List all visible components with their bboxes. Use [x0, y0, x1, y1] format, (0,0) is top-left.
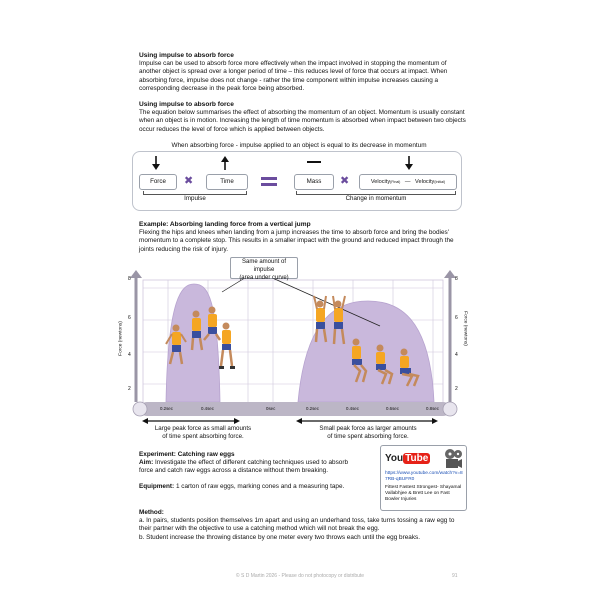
method-heading: Method: — [139, 509, 164, 516]
method-step-a: a. In pairs, students position themselves 1m apart and using an underhand toss, take turns tossing a raw egg to their partner with the objective to use a catching method which will not break the egg. — [139, 517, 455, 533]
y-tick-left: 2 — [128, 386, 131, 392]
section-method — [139, 509, 465, 542]
arrow-down-icon — [151, 155, 161, 171]
footer-copyright: © S D Martin 2026 - Please do not photocopy or distribute — [235, 573, 365, 579]
right-caption — [308, 425, 428, 441]
y-axis-title-right: Force (newtons) — [462, 311, 468, 346]
section-experiment — [139, 451, 361, 491]
multiply-icon: ✖ — [340, 175, 350, 187]
video-link[interactable]: https://www.youtube.com/watch?v=87RB-qBUFR0 — [385, 471, 463, 482]
film-reel-icon — [443, 448, 463, 470]
section-impulse-equation-intro — [139, 101, 467, 134]
impulse-graph — [118, 256, 468, 446]
right-caption-line-2: of time spent absorbing force. — [327, 433, 409, 440]
youtube-logo-tube: Tube — [405, 453, 429, 464]
x-tick: 0.8sec — [426, 406, 439, 411]
video-title: Fittest Fastest Strongest- Shayamal Vallabhjee & Brett Lee on Fast Bowler Injuries — [385, 485, 462, 502]
x-tick: 0sec — [266, 406, 276, 411]
multiply-icon: ✖ — [184, 175, 194, 187]
y-tick-left: 6 — [128, 315, 131, 321]
section-body: The equation below summarises the effect of absorbing the momentum of an object. Momentum is usually constant when an object is in motion. Increasing the length of time momentum is absorbed when impact between two objects occur reduces the level of force which is applied between objects. — [139, 109, 466, 133]
x-tick: 0.4sec — [201, 406, 214, 411]
equation-box — [132, 151, 462, 211]
section-body: Impulse can be used to absorb force more effectively when the impact involved in stopping the momentum of another object is spread over a longer period of time – this reduces level of force that occurs at impact. When absorbing force, impulse does not change - rather the time component within impulse increases causing a corresponding decrease in the peak force being absorbed. — [139, 60, 448, 92]
equals-icon — [261, 175, 277, 187]
y-tick-right: 8 — [455, 276, 458, 282]
impulse-label: Impulse — [184, 195, 206, 202]
section-heading: Example: Absorbing landing force from a vertical jump — [139, 221, 311, 228]
experiment-heading: Experiment: Catching raw eggs — [139, 451, 235, 458]
left-caption — [148, 425, 258, 441]
impulse-callout — [230, 257, 298, 279]
equipment-label: Equipment: — [139, 482, 175, 490]
y-tick-right: 4 — [455, 352, 458, 358]
x-tick: 0.2sec — [306, 406, 319, 411]
axis-end-left — [133, 402, 147, 416]
y-axis-left-arrow-icon — [130, 270, 142, 278]
callout-line-2: (area under curve) — [239, 275, 289, 281]
axis-end-right — [443, 402, 457, 416]
velocity-change-label — [359, 174, 457, 190]
y-tick-left: 8 — [128, 276, 131, 282]
youtube-logo — [385, 450, 429, 468]
y-axis-title-left: Force (newtons) — [118, 321, 124, 356]
momentum-label: Change in momentum — [345, 195, 407, 202]
arrow-right-icon — [234, 418, 240, 424]
y-tick-right: 6 — [455, 315, 458, 321]
x-tick: 0.6sec — [386, 406, 399, 411]
section-heading: Using impulse to absorb force — [139, 101, 234, 108]
right-caption-line-1: Small peak force as larger amounts — [319, 425, 417, 432]
velocity-final: Velocity — [370, 179, 391, 185]
section-heading: Using impulse to absorb force — [139, 52, 234, 59]
time-axis-bar — [140, 402, 450, 416]
youtube-logo-you: You — [385, 453, 404, 464]
initial-subscript: (Initial) — [434, 180, 446, 184]
arrow-left-icon — [296, 418, 302, 424]
aim-label: Aim: — [139, 459, 154, 467]
experiment-aim — [139, 459, 361, 475]
left-caption-line-1: Large peak force as small amounts — [154, 425, 252, 432]
left-caption-line-2: of time spent absorbing force. — [162, 433, 244, 440]
section-example — [139, 221, 467, 254]
arrow-down-icon — [404, 155, 414, 171]
y-tick-right: 2 — [455, 386, 458, 392]
section-impulse-intro — [139, 52, 467, 93]
force-label: Force — [139, 174, 177, 190]
final-subscript: (Final) — [390, 180, 401, 184]
youtube-card[interactable] — [380, 445, 467, 511]
equipment-text: 1 carton of raw eggs, marking cones and a measuring tape. — [175, 482, 345, 490]
arrow-left-icon — [142, 418, 148, 424]
experiment-equipment — [139, 483, 361, 491]
velocity-initial: Velocity — [415, 179, 435, 185]
method-step-b: b. Student increase the throwing distance by one meter every two throws each until the egg breaks. — [139, 533, 420, 541]
arrow-up-icon — [220, 155, 230, 171]
minus-sign: — — [404, 179, 411, 185]
y-tick-left: 4 — [128, 352, 131, 358]
equation-caption: When absorbing force - impulse applied to an object is equal to its decrease in momentum — [171, 142, 427, 149]
page-number: 91 — [452, 573, 458, 579]
constant-dash-icon — [307, 161, 321, 163]
callout-line-1: Same amount of impulse — [241, 259, 287, 273]
mass-label: Mass — [294, 174, 334, 190]
arrow-right-icon — [432, 418, 438, 424]
time-label: Time — [206, 174, 248, 190]
x-tick: 0.4sec — [346, 406, 359, 411]
section-body: Flexing the hips and knees when landing from a jump increases the time to absorb force and bring the bodies' momentum to a complete stop. This results in a smaller impact with the ground and reduced impact through the joints reducing the risk of injury. — [139, 229, 454, 253]
x-tick: 0.2sec — [160, 406, 173, 411]
aim-text: Investigate the effect of different catching techniques used to absorb force and catch raw eggs across a distance without them breaking. — [139, 459, 349, 475]
